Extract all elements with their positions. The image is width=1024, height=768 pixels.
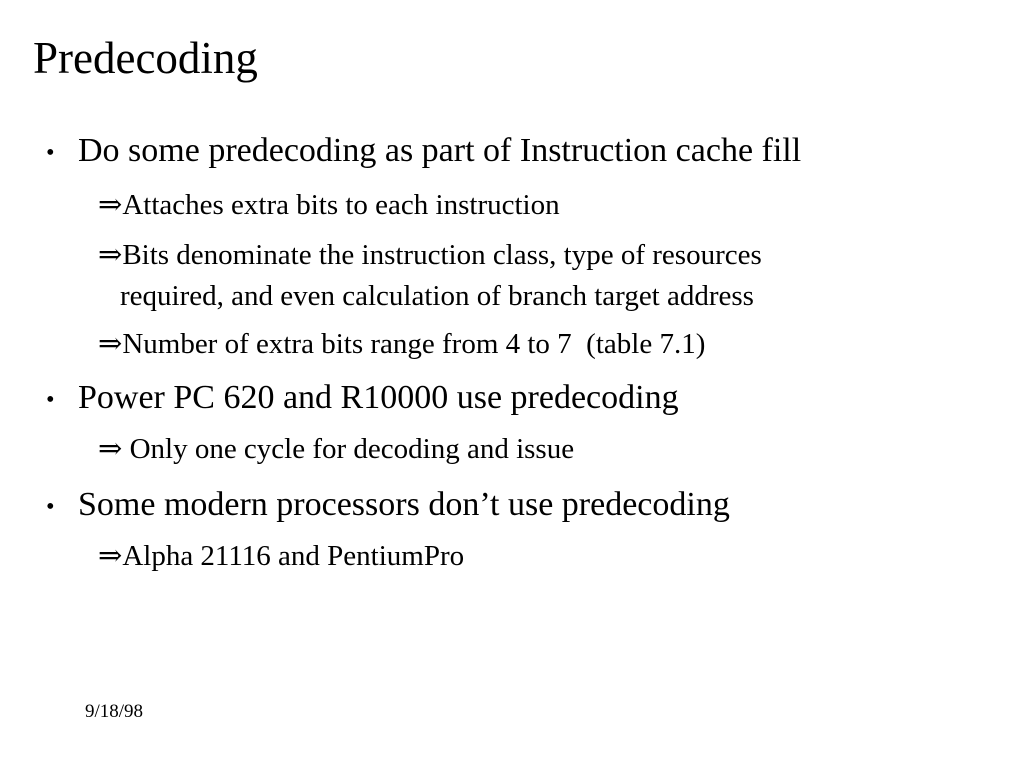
arrow-marker: ⇒ [98,189,123,221]
sub-bullet-text: Alpha 21116 and PentiumPro [122,540,465,572]
arrow-marker: ⇒ [98,433,123,465]
bullet-item-2 [46,381,679,415]
sub-bullet-text: Attaches extra bits to each instruction [122,189,560,221]
sub-bullet-text: required, and even calculation of branch target address [120,280,754,312]
bullet-text: Power PC 620 and R10000 use predecoding [78,379,679,416]
bullet-marker: • [46,385,55,413]
bullet-marker: • [46,492,55,520]
bullet-item-1 [46,134,801,168]
bullet-text: Do some predecoding as part of Instruction cache fill [78,132,802,169]
arrow-marker: ⇒ [98,239,123,271]
sub-bullet-item-5 [98,542,464,571]
arrow-marker: ⇒ [98,328,123,360]
slide-title: Predecoding [33,33,258,83]
sub-bullet-item-2 [98,241,762,270]
arrow-marker: ⇒ [98,540,123,572]
sub-bullet-item-1 [98,191,560,220]
sub-bullet-text: Only one cycle for decoding and issue [122,433,575,465]
bullet-item-3 [46,488,730,522]
sub-bullet-item-2-continuation [120,282,754,311]
bullet-marker: • [46,138,55,166]
bullet-text: Some modern processors don’t use predecoding [78,486,730,523]
sub-bullet-item-4 [98,435,574,464]
sub-bullet-text: Number of extra bits range from 4 to 7 (table 7.1) [122,328,706,360]
slide-date: 9/18/98 [85,701,144,722]
sub-bullet-item-3 [98,330,705,359]
sub-bullet-text: Bits denominate the instruction class, type of resources [122,239,762,271]
